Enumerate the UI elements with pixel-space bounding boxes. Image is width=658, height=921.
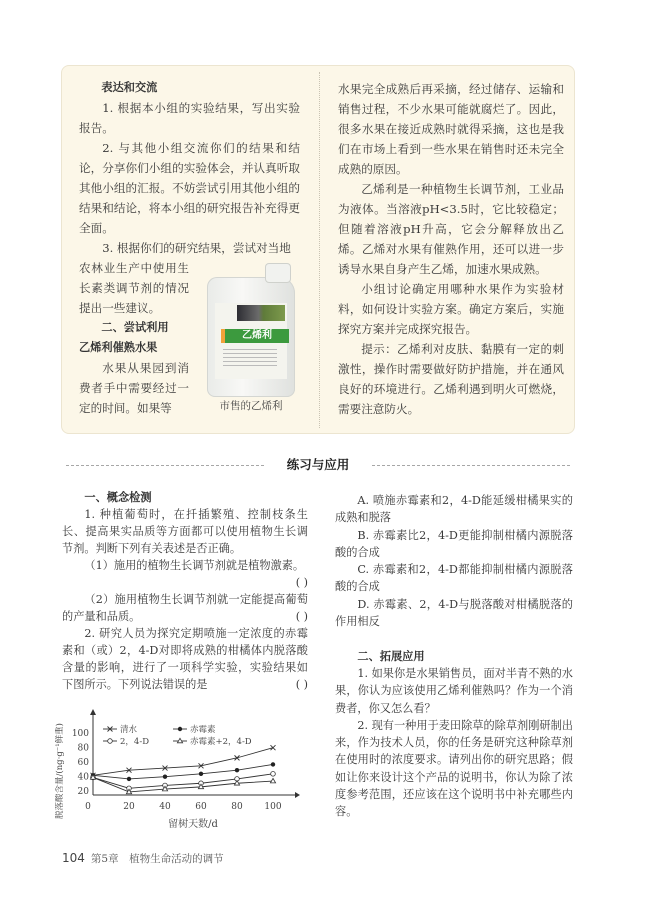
paragraph: 水果完全成熟后再采摘，经过储存、运输和销售过程，不少水果可能就腐烂了。因此，很多水果在接近成熟时就得采摘，这也是我们在市场上看到一些水果在销售时还未完全成熟的原因。: [338, 82, 564, 176]
column-divider: [319, 72, 320, 428]
paragraph: 1. 根据本小组的实验结果，写出实验报告。: [79, 101, 300, 135]
legend-label: 2，4-D: [120, 737, 150, 747]
section-title: 练习与应用: [286, 457, 350, 472]
data-point: [127, 777, 131, 781]
page-number: 104: [62, 851, 85, 865]
paragraph: 水果从果园到消费者手中需要经过一定的时间。如果等: [79, 361, 189, 415]
legend-marker: [178, 727, 182, 731]
heading-ripen-fruit: 乙烯利催熟水果: [79, 341, 158, 354]
paragraph: 农林业生产中使用生长素类调节剂的情况提出一些建议。: [79, 261, 189, 315]
paragraph: 乙烯利是一种植物生长调节剂，工业品为液体。当溶液pH<3.5时，它比较稳定；但随着溶液pH升高，它会分解释放出乙烯。乙烯对水果有催熟作用，还可以进一步诱导水果自身产生乙烯，加速水果成熟。: [338, 182, 564, 276]
answer-blank[interactable]: ( ): [295, 610, 308, 623]
chapter-title: 第5章 植物生命活动的调节: [90, 853, 224, 865]
y-tick-label: 20: [77, 787, 89, 797]
x-tick-label: 20: [123, 802, 135, 812]
y-axis-label: 脱落酸含量/(ng·g⁻¹鲜重): [55, 723, 65, 819]
heading-concept-check: 一、概念检测: [84, 491, 152, 504]
series-line-0: [93, 748, 273, 776]
option-a: A. 喷施赤霉素和2，4-D能延缓柑橘果实的成熟和脱落: [335, 494, 573, 525]
option-b: B. 赤霉素比2，4-D更能抑制柑橘内源脱落酸的合成: [335, 528, 573, 559]
page-footer: [62, 850, 224, 867]
ethephon-bottle-image: [203, 263, 298, 398]
wavy-rule-left: [66, 465, 264, 466]
section-header: [66, 456, 570, 474]
series-line-2: [93, 774, 273, 789]
data-point: [271, 745, 276, 750]
y-tick-label: 60: [77, 758, 89, 768]
y-tick-label: 40: [77, 772, 89, 783]
label-product-name: 乙烯利: [221, 329, 289, 343]
heading-extended-application: 二、拓展应用: [357, 649, 425, 663]
paragraph: 2. 与其他小组交流你们的结果和结论，分享你们小组的实验体会，并认真听取其他小组的汇报。不妨尝试引用其他小组的结果和结论，将本小组的研究报告补充得更全面。: [79, 141, 300, 235]
extension-question-2: 2. 现有一种用于麦田除草的除草剂刚研制出来，作为技术人员，你的任务是研究这种除草剂在使用时的浓度要求。请列出你的研究思路；假如让你来设计这个产品的说明书，你认为除了浓度参考范围，还应该在这个说明书中补充哪些内容。: [335, 718, 573, 819]
legend-marker: [177, 738, 182, 743]
question-2: 2. 研究人员为探究定期喷施一定浓度的赤霉素和（或）2，4-D对即将成熟的柑橘体内脱落酸含量的影响，进行了一项科学实验，实验结果如下图所示。下列说法错误的是 ( ): [62, 627, 308, 691]
answer-blank[interactable]: ( ): [295, 678, 308, 691]
paragraph: 3. 根据你们的研究结果，尝试对当地: [102, 241, 291, 255]
x-axis-arrow: [295, 792, 300, 798]
wavy-rule-right: [372, 465, 570, 466]
spacer: [335, 630, 573, 647]
label-photo: [237, 305, 285, 321]
activity-box: [61, 65, 575, 434]
bottle-label: [215, 303, 287, 379]
x-tick-label: 0: [85, 802, 91, 812]
legend-marker: [108, 739, 113, 744]
data-point: [270, 778, 275, 783]
activity-right-column: [338, 79, 564, 419]
data-point: [271, 772, 276, 777]
data-point: [271, 762, 275, 766]
data-point: [163, 775, 167, 779]
x-tick-label: 80: [231, 802, 243, 812]
answer-blank[interactable]: ( ): [295, 576, 308, 589]
extension-question-1: 1. 如果你是水果销售员，面对半青不熟的水果，你认为应该使用乙烯利催熟吗？作为一个消费者，你又怎么看？: [335, 666, 573, 715]
option-d: D. 赤霉素、2，4-D与脱落酸对柑橘脱落的作用相反: [335, 597, 573, 629]
question-1-2: （2）施用植物生长调节剂就一定能提高葡萄的产量和品质。 ( ): [62, 593, 308, 623]
exercises-right-column: [335, 492, 573, 821]
question-1-1: （1）施用的植物生长调节剂就是植物激素。 ( ): [84, 559, 308, 589]
x-tick-label: 40: [159, 802, 171, 812]
x-tick-label: 60: [195, 802, 207, 812]
option-c: C. 赤霉素和2，4-D都能抑制柑橘内源脱落酸的合成: [335, 563, 573, 594]
y-tick-label: 80: [77, 743, 89, 754]
data-point: [235, 768, 239, 772]
legend-label: 清水: [120, 725, 138, 735]
question-1: 1. 种植葡萄时，在扦插繁殖、控制枝条生长、提高果实品质等方面都可以使用植物生长调节剂。判断下列有关表述是否正确。: [62, 508, 308, 555]
y-axis-arrow: [90, 709, 96, 715]
image-caption: 市售的乙烯利: [219, 400, 283, 412]
heading-express-exchange: 表达和交流: [101, 81, 158, 94]
legend-label: 赤霉素+2，4-D: [190, 737, 252, 747]
paragraph: 提示：乙烯利对皮肤、黏膜有一定的刺激性，操作时需要做好防护措施，并在通风良好的环境进行。乙烯利遇到明火可燃烧，需要注意防火。: [338, 342, 564, 416]
data-point: [199, 772, 203, 776]
label-fine-print: [223, 349, 277, 369]
abscisic-acid-line-chart: [55, 705, 310, 833]
x-tick-label: 100: [264, 802, 282, 812]
heading-try-ethephon: 二、尝试利用: [101, 321, 169, 334]
paragraph: 小组讨论确定用哪种水果作为实验材料，如何设计实验方案。确定方案后，实施探究方案并完成探究报告。: [338, 282, 564, 336]
y-tick-label: 100: [71, 729, 89, 739]
bottle-cap: [265, 263, 291, 283]
legend-label: 赤霉素: [190, 725, 216, 735]
exercises-left-column: [62, 489, 308, 693]
x-axis-label: 留树天数/d: [168, 819, 218, 830]
